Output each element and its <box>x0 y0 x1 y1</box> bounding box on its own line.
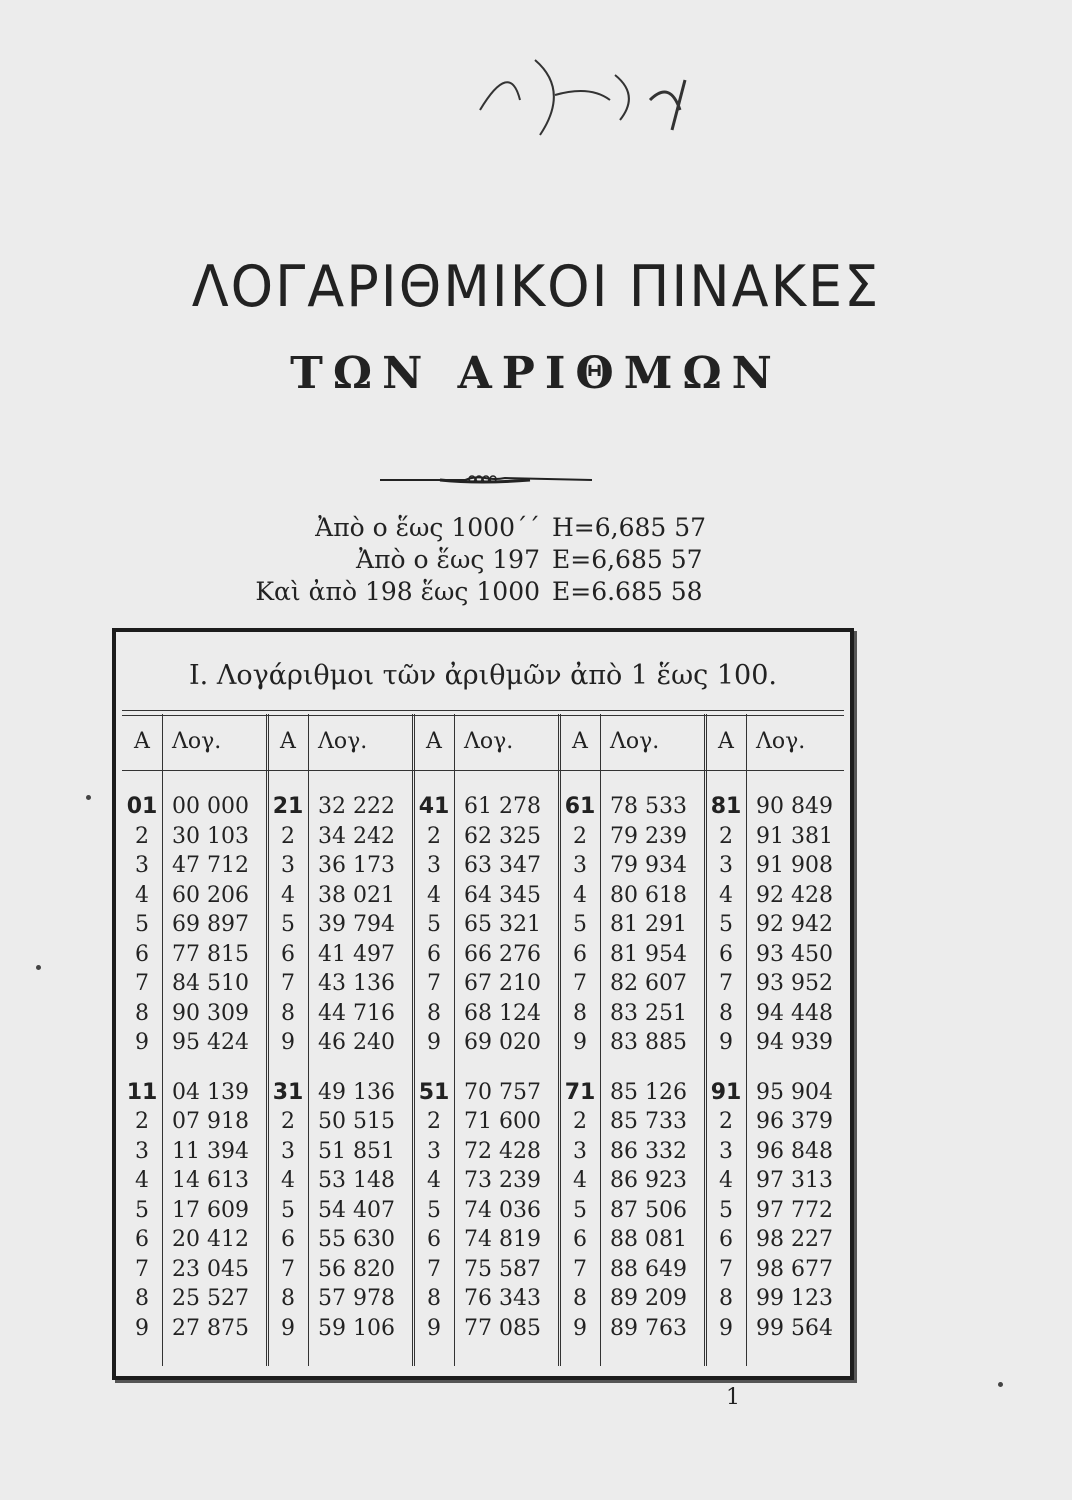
column-header-a: A <box>718 729 734 754</box>
table-cell-number: 8 <box>719 1000 733 1026</box>
table-cell-log: 89 763 <box>610 1315 687 1341</box>
table-cell-log: 17 609 <box>172 1197 249 1223</box>
table-cell-number: 9 <box>427 1315 441 1341</box>
table-cell-log: 65 321 <box>464 912 541 937</box>
table-cell-log: 61 278 <box>464 794 541 819</box>
table-cell-log: 60 206 <box>172 882 249 908</box>
column-header-log: Λογ. <box>610 729 660 754</box>
table-cell-log: 82 607 <box>610 971 687 996</box>
column-rule <box>162 714 163 1366</box>
table-cell-log: 83 251 <box>610 1000 687 1026</box>
constant-row <box>200 576 760 608</box>
table-cell-log: 78 533 <box>610 794 687 819</box>
table-cell-log: 73 239 <box>464 1168 541 1193</box>
table-cell-log: 36 173 <box>318 853 395 878</box>
table-cell-number: 81 <box>710 794 742 819</box>
table-cell-log: 11 394 <box>172 1138 249 1164</box>
table-cell-number: 6 <box>427 1227 441 1252</box>
table-cell-number: 3 <box>427 853 441 878</box>
table-cell-log: 93 450 <box>756 941 833 967</box>
table-cell-number: 8 <box>427 1286 441 1311</box>
table-cell-number: 6 <box>573 941 587 967</box>
table-cell-log: 46 240 <box>318 1030 395 1055</box>
table-cell-number: 3 <box>573 1138 587 1164</box>
table-cell-number: 5 <box>573 1197 587 1223</box>
table-cell-log: 71 600 <box>464 1109 541 1134</box>
table-cell-log: 55 630 <box>318 1227 395 1252</box>
column-header-log: Λογ. <box>172 729 222 754</box>
column-header-a: A <box>426 729 442 754</box>
table-cell-log: 69 020 <box>464 1030 541 1055</box>
table-cell-log: 83 885 <box>610 1030 687 1055</box>
table-cell-number: 61 <box>564 794 596 819</box>
table-cell-log: 79 934 <box>610 853 687 878</box>
table-cell-number: 8 <box>573 1286 587 1311</box>
table-cell-number: 5 <box>281 1197 295 1223</box>
constant-row <box>200 512 760 544</box>
table-cell-log: 88 081 <box>610 1227 687 1252</box>
table-cell-log: 84 510 <box>172 971 249 996</box>
table-cell-number: 2 <box>135 1109 149 1134</box>
table-cell-number: 4 <box>135 1168 149 1193</box>
table-cell-number: 4 <box>135 882 149 908</box>
table-cell-number: 7 <box>281 1256 295 1282</box>
table-cell-number: 5 <box>427 912 441 937</box>
table-cell-log: 63 347 <box>464 853 541 878</box>
table-cell-log: 77 815 <box>172 941 249 967</box>
table-cell-log: 23 045 <box>172 1256 249 1282</box>
table-cell-log: 76 343 <box>464 1286 541 1311</box>
table-cell-log: 69 897 <box>172 912 249 937</box>
table-cell-number: 3 <box>135 853 149 878</box>
table-cell-number: 2 <box>573 1109 587 1134</box>
table-cell-number: 3 <box>719 853 733 878</box>
table-cell-number: 5 <box>281 912 295 937</box>
constants-block <box>200 512 760 608</box>
column-rule <box>600 714 601 1366</box>
constant-row <box>200 544 760 576</box>
table-cell-number: 4 <box>719 1168 733 1193</box>
table-cell-log: 57 978 <box>318 1286 395 1311</box>
table-cell-log: 27 875 <box>172 1315 249 1341</box>
table-cell-number: 7 <box>573 971 587 996</box>
table-cell-number: 3 <box>281 1138 295 1164</box>
table-cell-number: 3 <box>281 853 295 878</box>
table-cell-log: 92 428 <box>756 882 833 908</box>
table-cell-log: 87 506 <box>610 1197 687 1223</box>
table-rule <box>122 710 844 711</box>
table-cell-log: 86 332 <box>610 1138 687 1164</box>
constant-value: E=6,685 57 <box>552 545 703 574</box>
table-cell-log: 95 424 <box>172 1030 249 1055</box>
table-cell-number: 9 <box>281 1030 295 1055</box>
table-cell-number: 5 <box>135 1197 149 1223</box>
table-cell-number: 4 <box>427 1168 441 1193</box>
table-cell-log: 77 085 <box>464 1315 541 1341</box>
table-cell-log: 97 772 <box>756 1197 833 1223</box>
table-cell-log: 00 000 <box>172 794 249 819</box>
table-cell-number: 6 <box>719 941 733 967</box>
table-cell-number: 9 <box>135 1030 149 1055</box>
table-cell-log: 90 309 <box>172 1000 249 1026</box>
table-cell-number: 91 <box>710 1079 742 1105</box>
table-cell-number: 7 <box>427 971 441 996</box>
constant-label: Ἀπὸ ο ἕως 197 <box>356 545 540 574</box>
table-cell-number: 3 <box>573 853 587 878</box>
table-cell-number: 4 <box>281 882 295 908</box>
table-cell-number: 4 <box>573 1168 587 1193</box>
table-cell-log: 99 123 <box>756 1286 833 1311</box>
table-cell-number: 8 <box>281 1286 295 1311</box>
table-cell-log: 95 904 <box>756 1079 833 1105</box>
table-cell-log: 98 227 <box>756 1227 833 1252</box>
table-cell-log: 47 712 <box>172 853 249 878</box>
column-rule <box>454 714 455 1366</box>
constant-label: Καὶ ἀπὸ 198 ἕως 1000 <box>255 577 540 606</box>
table-cell-log: 94 448 <box>756 1000 833 1026</box>
column-rule <box>308 714 309 1366</box>
table-cell-number: 2 <box>427 1109 441 1134</box>
table-caption: I. Λογάριθμοι τῶν ἀριθμῶν ἀπὸ 1 ἕως 100. <box>188 660 777 691</box>
table-cell-number: 4 <box>573 882 587 908</box>
table-cell-number: 5 <box>719 1197 733 1223</box>
column-header-a: A <box>572 729 588 754</box>
column-header-log: Λογ. <box>756 729 806 754</box>
decorative-rule-icon <box>380 472 592 488</box>
table-cell-log: 85 733 <box>610 1109 687 1134</box>
table-cell-number: 2 <box>281 823 295 849</box>
paper-speck <box>86 795 91 800</box>
table-cell-log: 53 148 <box>318 1168 395 1193</box>
table-cell-number: 3 <box>135 1138 149 1164</box>
paper-speck <box>998 1382 1003 1387</box>
table-cell-log: 91 381 <box>756 823 833 849</box>
table-cell-number: 6 <box>573 1227 587 1252</box>
table-rule <box>122 715 844 716</box>
table-cell-number: 7 <box>135 971 149 996</box>
table-cell-log: 04 139 <box>172 1079 249 1105</box>
table-cell-number: 9 <box>573 1315 587 1341</box>
column-header-a: A <box>134 729 150 754</box>
table-cell-log: 98 677 <box>756 1256 833 1282</box>
table-cell-log: 99 564 <box>756 1315 833 1341</box>
table-cell-number: 2 <box>281 1109 295 1134</box>
table-cell-log: 74 036 <box>464 1197 541 1223</box>
table-cell-log: 39 794 <box>318 912 395 937</box>
table-cell-number: 7 <box>281 971 295 996</box>
table-cell-log: 94 939 <box>756 1030 833 1055</box>
table-cell-number: 7 <box>135 1256 149 1282</box>
table-cell-log: 44 716 <box>318 1000 395 1026</box>
table-cell-number: 8 <box>135 1286 149 1311</box>
column-header-log: Λογ. <box>464 729 514 754</box>
table-cell-number: 2 <box>719 823 733 849</box>
table-cell-log: 81 291 <box>610 912 687 937</box>
table-cell-log: 38 021 <box>318 882 395 908</box>
table-cell-log: 93 952 <box>756 971 833 996</box>
table-cell-number: 9 <box>573 1030 587 1055</box>
table-cell-number: 6 <box>427 941 441 967</box>
handwritten-annotation <box>440 40 700 140</box>
table-cell-number: 21 <box>272 794 304 819</box>
page-number: 1 <box>726 1385 740 1410</box>
table-cell-number: 7 <box>573 1256 587 1282</box>
table-cell-number: 4 <box>719 882 733 908</box>
table-cell-number: 2 <box>135 823 149 849</box>
table-cell-number: 5 <box>573 912 587 937</box>
table-cell-number: 11 <box>126 1079 158 1105</box>
constant-label: Ἀπὸ ο ἕως 1000΄΄ <box>315 513 540 542</box>
table-cell-number: 5 <box>135 912 149 937</box>
table-cell-number: 6 <box>281 1227 295 1252</box>
table-cell-log: 89 209 <box>610 1286 687 1311</box>
table-cell-number: 71 <box>564 1079 596 1105</box>
table-cell-log: 91 908 <box>756 853 833 878</box>
table-cell-number: 9 <box>135 1315 149 1341</box>
table-cell-log: 54 407 <box>318 1197 395 1223</box>
table-cell-number: 8 <box>135 1000 149 1026</box>
table-cell-number: 6 <box>135 1227 149 1252</box>
table-cell-log: 96 379 <box>756 1109 833 1134</box>
table-cell-number: 7 <box>719 1256 733 1282</box>
table-cell-log: 79 239 <box>610 823 687 849</box>
table-cell-log: 81 954 <box>610 941 687 967</box>
table-rule <box>122 770 844 771</box>
table-cell-log: 68 124 <box>464 1000 541 1026</box>
table-cell-number: 8 <box>427 1000 441 1026</box>
table-cell-log: 59 106 <box>318 1315 395 1341</box>
table-cell-number: 9 <box>719 1030 733 1055</box>
table-cell-log: 90 849 <box>756 794 833 819</box>
table-cell-number: 3 <box>427 1138 441 1164</box>
table-cell-log: 92 942 <box>756 912 833 937</box>
column-header-a: A <box>280 729 296 754</box>
constant-value: H=6,685 57 <box>552 513 707 542</box>
table-cell-number: 8 <box>573 1000 587 1026</box>
table-cell-number: 5 <box>719 912 733 937</box>
table-cell-number: 8 <box>719 1286 733 1311</box>
table-cell-log: 20 412 <box>172 1227 249 1252</box>
table-cell-number: 2 <box>719 1109 733 1134</box>
paper-speck <box>36 965 41 970</box>
column-rule <box>746 714 747 1366</box>
constant-value: E=6.685 58 <box>552 577 703 606</box>
table-cell-number: 7 <box>427 1256 441 1282</box>
table-cell-number: 9 <box>719 1315 733 1341</box>
table-cell-log: 97 313 <box>756 1168 833 1193</box>
table-cell-log: 56 820 <box>318 1256 395 1282</box>
table-cell-number: 4 <box>281 1168 295 1193</box>
table-cell-log: 96 848 <box>756 1138 833 1164</box>
table-cell-log: 66 276 <box>464 941 541 967</box>
logarithm-table <box>112 628 854 1380</box>
table-cell-log: 70 757 <box>464 1079 541 1105</box>
table-cell-log: 80 618 <box>610 882 687 908</box>
table-cell-log: 88 649 <box>610 1256 687 1282</box>
table-cell-number: 2 <box>427 823 441 849</box>
table-cell-log: 07 918 <box>172 1109 249 1134</box>
table-cell-log: 34 242 <box>318 823 395 849</box>
table-cell-number: 6 <box>281 941 295 967</box>
table-cell-log: 49 136 <box>318 1079 395 1105</box>
table-cell-number: 5 <box>427 1197 441 1223</box>
table-cell-log: 64 345 <box>464 882 541 908</box>
table-cell-log: 41 497 <box>318 941 395 967</box>
table-cell-number: 4 <box>427 882 441 908</box>
table-cell-log: 75 587 <box>464 1256 541 1282</box>
table-cell-log: 43 136 <box>318 971 395 996</box>
table-cell-number: 9 <box>281 1315 295 1341</box>
table-cell-number: 9 <box>427 1030 441 1055</box>
table-cell-log: 32 222 <box>318 794 395 819</box>
handwriting-scribble-icon <box>440 40 700 140</box>
table-cell-log: 14 613 <box>172 1168 249 1193</box>
table-cell-log: 25 527 <box>172 1286 249 1311</box>
table-cell-log: 74 819 <box>464 1227 541 1252</box>
table-cell-number: 6 <box>135 941 149 967</box>
table-cell-log: 86 923 <box>610 1168 687 1193</box>
page-subtitle: ΤΩΝ ΑΡΙΘΜΩΝ <box>290 348 782 399</box>
column-header-log: Λογ. <box>318 729 368 754</box>
table-cell-number: 7 <box>719 971 733 996</box>
table-cell-number: 01 <box>126 794 158 819</box>
table-cell-log: 50 515 <box>318 1109 395 1134</box>
table-cell-log: 72 428 <box>464 1138 541 1164</box>
table-cell-log: 51 851 <box>318 1138 395 1164</box>
table-cell-log: 85 126 <box>610 1079 687 1105</box>
page-title: ΛΟΓΑΡΙΘΜΙΚΟΙ ΠΙΝΑΚΕΣ <box>191 253 881 320</box>
table-cell-number: 41 <box>418 794 450 819</box>
table-cell-number: 3 <box>719 1138 733 1164</box>
table-cell-log: 62 325 <box>464 823 541 849</box>
table-cell-number: 8 <box>281 1000 295 1026</box>
table-cell-number: 6 <box>719 1227 733 1252</box>
table-cell-log: 67 210 <box>464 971 541 996</box>
table-cell-number: 2 <box>573 823 587 849</box>
table-cell-number: 51 <box>418 1079 450 1105</box>
table-cell-log: 30 103 <box>172 823 249 849</box>
table-cell-number: 31 <box>272 1079 304 1105</box>
